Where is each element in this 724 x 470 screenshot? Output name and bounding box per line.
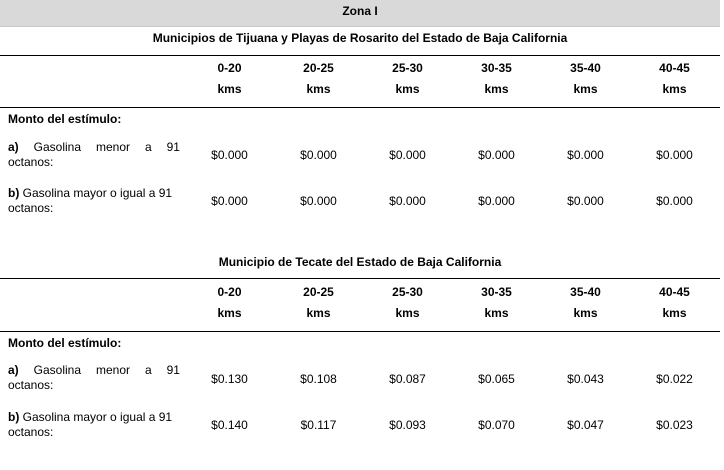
section-1-top-rule — [0, 55, 720, 56]
col-header-3: 25-30 — [392, 61, 423, 75]
table-cell: $0.047 — [567, 418, 604, 432]
table-cell: $0.000 — [389, 194, 426, 208]
table-cell: $0.093 — [389, 418, 426, 432]
col-unit-5: kms — [573, 306, 598, 320]
table-cell: $0.000 — [389, 148, 426, 162]
table-cell: $0.000 — [567, 194, 604, 208]
col-unit-4: kms — [484, 306, 509, 320]
row-word: a — [144, 363, 152, 377]
col-header-2: 20-25 — [303, 285, 334, 299]
table-cell: $0.000 — [478, 148, 515, 162]
row-word: a — [144, 140, 152, 154]
row-line2: octanos: — [8, 155, 54, 169]
col-unit-1: kms — [217, 82, 242, 96]
table-cell: $0.023 — [656, 418, 693, 432]
col-header-2: 20-25 — [303, 61, 334, 75]
col-header-4: 30-35 — [481, 61, 512, 75]
row-line1: Gasolina mayor o igual a 91 — [22, 410, 173, 424]
col-unit-3: kms — [395, 306, 420, 320]
row-word: menor — [95, 140, 130, 154]
row-word: Gasolina — [33, 363, 82, 377]
col-header-3: 25-30 — [392, 285, 423, 299]
section-2-header-rule — [0, 331, 720, 332]
table-cell: $0.000 — [211, 148, 248, 162]
table-cell: $0.000 — [567, 148, 604, 162]
col-header-4: 30-35 — [481, 285, 512, 299]
table-cell: $0.000 — [478, 194, 515, 208]
section-2-top-rule — [0, 278, 720, 279]
col-unit-5: kms — [573, 82, 598, 96]
table-cell: $0.130 — [211, 372, 248, 386]
row-line2: octanos: — [8, 378, 54, 392]
col-unit-4: kms — [484, 82, 509, 96]
table-cell: $0.070 — [478, 418, 515, 432]
table-cell: $0.108 — [300, 372, 337, 386]
col-header-6: 40-45 — [659, 61, 690, 75]
section-2-title: Municipio de Tecate del Estado de Baja California — [218, 255, 502, 269]
table-cell: $0.022 — [656, 372, 693, 386]
section-2-row-a-label — [8, 363, 180, 393]
row-marker: b) — [8, 186, 20, 200]
table-cell: $0.000 — [300, 194, 337, 208]
section-1-title: Municipios de Tijuana y Playas de Rosarito del Estado de Baja California — [152, 31, 568, 45]
table-cell: $0.000 — [656, 194, 693, 208]
row-marker: a) — [8, 140, 19, 154]
table-cell: $0.043 — [567, 372, 604, 386]
row-word: Gasolina — [33, 140, 82, 154]
row-line2: octanos: — [8, 425, 54, 439]
section-1-row-a-label — [8, 140, 180, 170]
col-unit-3: kms — [395, 82, 420, 96]
section-1-stimulus-label: Monto del estímulo: — [8, 112, 122, 126]
row-marker: a) — [8, 363, 19, 377]
col-header-1: 0-20 — [217, 285, 242, 299]
table-cell: $0.140 — [211, 418, 248, 432]
col-unit-6: kms — [662, 306, 687, 320]
col-unit-2: kms — [306, 306, 331, 320]
section-1-header-rule — [0, 107, 720, 108]
col-unit-2: kms — [306, 82, 331, 96]
col-unit-6: kms — [662, 82, 687, 96]
zone-title: Zona I — [0, 0, 720, 27]
row-word: 91 — [166, 140, 180, 154]
col-unit-1: kms — [217, 306, 242, 320]
col-header-6: 40-45 — [659, 285, 690, 299]
table-cell: $0.000 — [656, 148, 693, 162]
section-2-row-b-label — [8, 410, 180, 440]
row-marker: b) — [8, 410, 20, 424]
table-cell: $0.117 — [300, 418, 337, 432]
table-cell: $0.065 — [478, 372, 515, 386]
col-header-1: 0-20 — [217, 61, 242, 75]
section-1-row-b-label — [8, 186, 180, 216]
row-word: menor — [95, 363, 130, 377]
row-line2: octanos: — [8, 201, 54, 215]
row-word: 91 — [166, 363, 180, 377]
col-header-5: 35-40 — [570, 285, 601, 299]
col-header-5: 35-40 — [570, 61, 601, 75]
section-2-stimulus-label: Monto del estímulo: — [8, 336, 122, 350]
row-line1: Gasolina mayor o igual a 91 — [22, 186, 173, 200]
table-cell: $0.087 — [389, 372, 426, 386]
table-cell: $0.000 — [300, 148, 337, 162]
table-cell: $0.000 — [211, 194, 248, 208]
